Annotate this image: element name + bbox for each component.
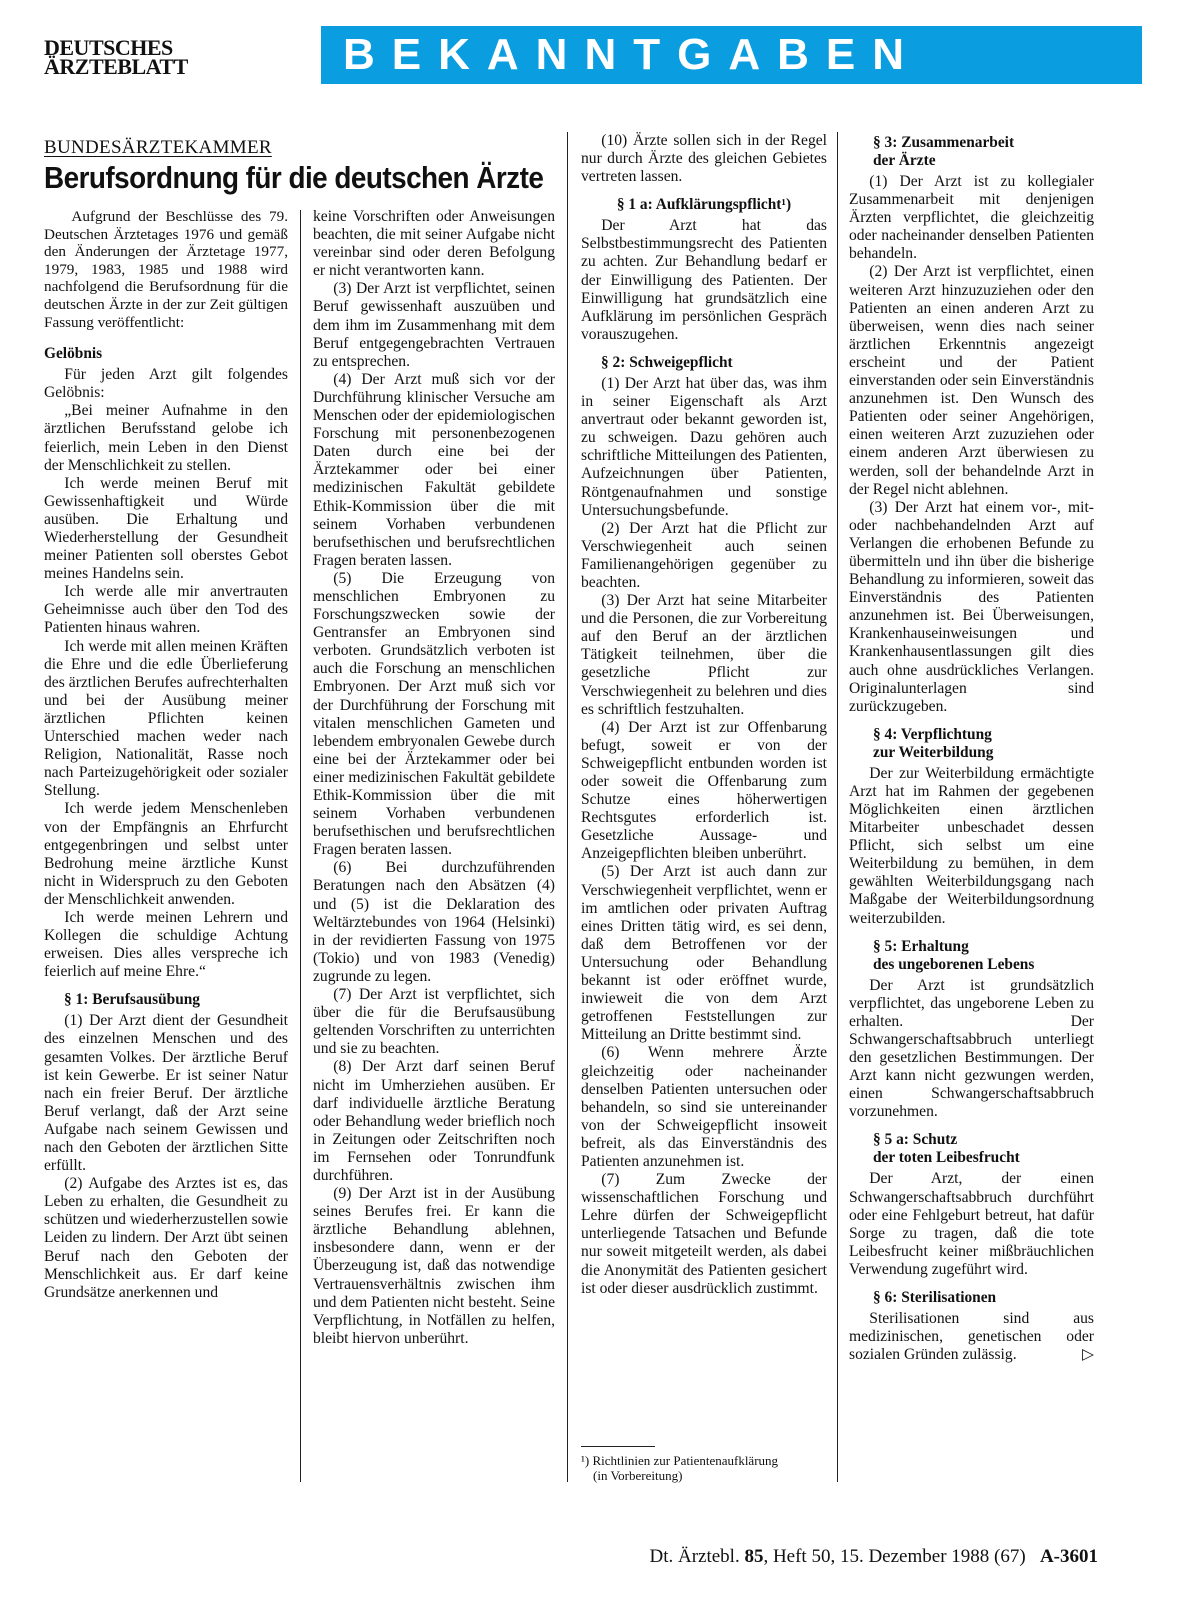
heading-line: § 4: Verpflichtung	[873, 725, 992, 743]
column-rule-1	[300, 210, 301, 1482]
paragraph: Ich werde jedem Menschenleben von der Empfängnis an Ehrfurcht entgegenbringen und selbst unter Bedrohung meine ärztliche Kunst nicht in Widerspruch zu den Geboten der Menschlichkeit anwenden.	[44, 800, 288, 908]
paragraph: (2) Aufgabe des Arztes ist es, das Leben zu erhalten, die Gesundheit zu schützen und wiederherzustellen sowie Leiden zu lindern. Der Arzt übt seinen Beruf nach den Geboten der Menschlichkeit aus. Er darf keine Grundsätze anerkennen und	[44, 1175, 288, 1301]
paragraph: (3) Der Arzt hat einem vor-, mit- oder nachbehandelnden Arzt auf Verlangen die erhobenen Befunde zu übermitteln und ihn über die bisherige Behandlung zu informieren, soweit das Einverständnis des Patienten anzunehmen ist. Bei Überweisungen, Krankenhauseinweisungen und Krankenhausentlassungen gilt dies auch ohne ausdrückliches Verlangen. Originalunterlagen sind zurückzugeben.	[849, 498, 1094, 715]
footnote-line-2: (in Vorbereitung)	[593, 1468, 683, 1483]
journal-logo	[44, 35, 188, 79]
section-heading-s5	[849, 938, 1094, 974]
paragraph: (9) Der Arzt ist in der Ausübung seines Berufes frei. Er kann die ärztliche Behandlung ablehnen, insbesondere dann, wenn er der Überzeugung ist, daß das notwendige Vertrauensverhältnis zwischen ihm und dem Patienten nicht besteht. Seine Verpflichtung, in Notfällen zu helfen, bleibt hiervon unberührt.	[313, 1185, 555, 1347]
section-heading-s1a: § 1 a: Aufklärungspflicht¹)	[616, 196, 792, 214]
footer-issue: , Heft 50, 15. Dezember 1988 (67)	[763, 1546, 1026, 1567]
article-title: Berufsordnung für die deutschen Ärzte	[44, 160, 544, 195]
paragraph: (4) Der Arzt muß sich vor der Durchführung klinischer Versuche am Menschen oder der epidemiologischen Forschung mit personenbezogenen Daten durch eine bei der Ärztekammer oder bei einer medizinischen Fakultät gebildete Ethik-Kommission über die mit seinem Vorhaben verbundenen berufsethischen und berufsrechtlichen Fragen beraten lassen.	[313, 370, 555, 569]
footer-volume: 85	[744, 1546, 764, 1567]
section-banner: BEKANNTGABEN	[321, 26, 1142, 84]
paragraph: (3) Der Arzt hat seine Mitarbeiter und die Personen, die zur Vorbereitung auf den Beruf an der ärztlichen Tätigkeit teilnehmen, über die gesetzliche Pflicht zur Verschwiegenheit zu belehren und dies es schriftlich festzuhalten.	[581, 592, 827, 718]
paragraph: (2) Der Arzt ist verpflichtet, einen weiteren Arzt hinzuzuziehen oder den Patienten an einen anderen Arzt zu überweisen, wenn dies nach seiner ärztlichen Erkenntnis angezeigt erscheint und der Patient einverstanden oder sein Einverständnis anzunehmen ist. Den Wunsch des Patienten oder seiner Angehörigen, einen weiteren Arzt zuzuziehen oder einem anderen Arzt überwiesen zu werden, soll der behandelnde Arzt in der Regel nicht ablehnen.	[849, 263, 1094, 498]
paragraph: (8) Der Arzt darf seinen Beruf nicht im Umherziehen ausüben. Er darf individuelle ärztliche Beratung oder Behandlung weder brieflich noch in Zeitungen oder Zeitschriften noch im Fernsehen oder Tonrundfunk durchführen.	[313, 1058, 555, 1184]
heading-line: zur Weiterbildung	[873, 743, 994, 761]
section-heading-s4	[849, 726, 1094, 762]
page-footer	[649, 1546, 1098, 1568]
footer-journal: Dt. Ärztebl.	[649, 1546, 740, 1567]
footnote-line-1: ¹) Richtlinien zur Patientenaufklärung	[581, 1453, 779, 1468]
paragraph: (6) Bei durchzuführenden Beratungen nach den Absätzen (4) und (5) ist die Deklaration des Weltärztebundes von 1964 (Helsinki) in der revidierten Fassung von 1975 (Tokio) und von 1983 (Venedig) zugrunde zu legen.	[313, 859, 555, 985]
paragraph: Der zur Weiterbildung ermächtigte Arzt hat im Rahmen der gegebenen Möglichkeiten einen ärztlichen Mitarbeiter unbeschadet dessen Pflicht, sich selbst um eine Weiterbildung zu bemühen, in dem gewählten Weiterbildungsgang nach Maßgabe der Weiterbildungsordnung weiterzubilden.	[849, 764, 1094, 927]
heading-line: § 3: Zusammenarbeit	[873, 134, 1015, 151]
column-rule-2	[567, 132, 568, 1482]
heading-line: der toten Leibesfrucht	[873, 1149, 1020, 1167]
logo-line-1: DEUTSCHES	[44, 35, 173, 60]
section-heading-s3	[849, 134, 1094, 170]
section-heading-geloebnis: Gelöbnis	[44, 345, 103, 363]
paragraph: (3) Der Arzt ist verpflichtet, seinen Beruf gewissenhaft auszuüben und dem ihm im Zusammenhang mit dem Beruf entgegengebrachten Vertrauen zu entsprechen.	[313, 280, 555, 370]
paragraph: Ich werde meinen Beruf mit Gewissenhaftigkeit und Würde ausüben. Die Erhaltung und Wiederherstellung der Gesundheit meiner Patienten soll oberstes Gebot meines Handelns sein.	[44, 474, 288, 583]
heading-line: des ungeborenen Lebens	[873, 955, 1035, 973]
article-kicker: BUNDESÄRZTEKAMMER	[44, 137, 272, 158]
paragraph: Der Arzt, der einen Schwangerschaftsabbruch durchführt oder eine Fehlgeburt betreut, hat dafür Sorge zu tragen, daß die tote Leibesfrucht keiner mißbräuchlichen Verwendung zugeführt wird.	[849, 1170, 1094, 1278]
paragraph: „Bei meiner Aufnahme in den ärztlichen Berufsstand gelobe ich feierlich, mein Leben in den Dienst der Menschlichkeit zu stellen.	[44, 402, 288, 474]
continue-arrow-icon: ▷	[1082, 1346, 1094, 1364]
masthead	[44, 26, 1142, 84]
paragraph-text: Sterilisationen sind aus medizinischen, genetischen oder sozialen Gründen zulässig.	[849, 1309, 1094, 1364]
paragraph: (6) Wenn mehrere Ärzte gleichzeitig oder nacheinander denselben Patienten untersuchen oder behandeln, so sind sie untereinander von der Schweigepflicht insoweit befreit, als das Einverständnis des Patienten anzunehmen ist.	[581, 1044, 827, 1170]
paragraph: (7) Zum Zwecke der wissenschaftlichen Forschung und Lehre dürfen der Schweigepflicht unterliegende Tatsachen und Befunde nur soweit mitgeteilt werden, als dabei die Anonymität des Patienten gesichert ist oder dieser ausdrücklich zustimmt.	[581, 1171, 827, 1297]
column-3	[581, 132, 827, 1298]
paragraph: (7) Der Arzt ist verpflichtet, sich über die für die Berufsausübung geltenden Vorschriften zu unterrichten und sie zu beachten.	[313, 986, 555, 1058]
paragraph: Für jeden Arzt gilt folgendes Gelöbnis:	[44, 366, 288, 402]
intro-paragraph: Aufgrund der Beschlüsse des 79. Deutschen Ärztetages 1976 und gemäß den Änderungen der Ärztetage 1977, 1979, 1983, 1985 und 1988 wird nachfolgend die Berufsordnung für die deutschen Ärzte in der zur Zeit gültigen Fassung veröffentlicht:	[44, 208, 288, 331]
footnote-rule	[581, 1446, 655, 1447]
section-heading-s6: § 6: Sterilisationen	[873, 1288, 997, 1306]
paragraph: (10) Ärzte sollen sich in der Regel nur durch Ärzte des gleichen Gebietes vertreten lassen.	[581, 132, 827, 186]
heading-line: § 5: Erhaltung	[873, 937, 969, 955]
paragraph: Ich werde alle mir anvertrauten Geheimnisse auch über den Tod des Patienten hinaus wahren.	[44, 583, 288, 637]
footnote	[581, 1446, 827, 1483]
paragraph: (5) Die Erzeugung von menschlichen Embryonen zu Forschungszwecken sowie der Gentransfer an Embryonen sind verboten. Grundsätzlich verboten ist auch die Forschung an menschlichen Embryonen. Der Arzt muß sich vor der Durchführung der Forschung mit vitalen menschlichen Gameten und lebendem embryonalen Gewebe durch eine bei der Ärztekammer oder bei einer medizinischen Fakultät gebildete Ethik-Kommission über die mit seinem Vorhaben verbundenen berufsethischen und berufsrechtlichen Fragen beraten lassen.	[313, 569, 555, 859]
section-heading-s2: § 2: Schweigepflicht	[601, 353, 733, 371]
paragraph: Ich werde mit allen meinen Kräften die Ehre und die edle Überlieferung des ärztlichen Berufes aufrechterhalten und bei der Ausübung meiner ärztlichen Pflichten keinen Unterschied machen weder nach Religion, Nationalität, Rasse noch nach Parteizugehörigkeit oder sozialer Stellung.	[44, 637, 288, 800]
paragraph: Der Arzt hat das Selbstbestimmungsrecht des Patienten zu achten. Zur Behandlung bedarf er der Einwilligung des Patienten. Der Einwilligung hat grundsätzlich eine Aufklärung im persönlichen Gespräch vorauszugehen.	[581, 217, 827, 343]
column-1	[44, 208, 288, 1302]
paragraph: keine Vorschriften oder Anweisungen beachten, die mit seiner Aufgabe nicht vereinbar sind oder deren Befolgung er nicht verantworten kann.	[313, 208, 555, 280]
logo-line-2: ÄRZTEBLATT	[44, 54, 188, 79]
paragraph: (4) Der Arzt ist zur Offenbarung befugt, soweit er von der Schweigepflicht entbunden worden ist oder soweit die Offenbarung zum Schutze eines höherwertigen Rechtsgutes erforderlich ist. Gesetzliche Aussage- und Anzeigepflichten bleiben unberührt.	[581, 718, 827, 863]
paragraph: (5) Der Arzt ist auch dann zur Verschwiegenheit verpflichtet, wenn er im amtlichen oder privaten Auftrag eines Dritten tätig wird, es sei denn, daß dem Betroffenen vor der Untersuchung oder Behandlung bekannt ist oder eröffnet wurde, inwieweit die von dem Arzt getroffenen Feststellungen zur Mitteilung an Dritte bestimmt sind.	[581, 863, 827, 1044]
paragraph: (1) Der Arzt dient der Gesundheit des einzelnen Menschen und des gesamten Volkes. Der ärztliche Beruf ist kein Gewerbe. Er ist seiner Natur nach ein freier Beruf. Der ärztliche Beruf verlangt, daß der Arzt seine Aufgabe nach seinem Gewissen und nach den Geboten der ärztlichen Sitte erfüllt.	[44, 1012, 288, 1175]
section-heading-s1: § 1: Berufsausübung	[64, 991, 201, 1009]
heading-line: der Ärzte	[873, 152, 936, 169]
column-4	[849, 132, 1094, 1364]
heading-line: § 5 a: Schutz	[873, 1131, 958, 1149]
column-rule-3	[837, 132, 838, 1482]
paragraph	[849, 1310, 1094, 1364]
section-heading-s5a	[849, 1131, 1094, 1167]
paragraph: (1) Der Arzt ist zu kollegialer Zusammenarbeit mit denjenigen Ärzten verpflichtet, die gleichzeitig oder nacheinander denselben Patienten behandeln.	[849, 173, 1094, 263]
paragraph: Der Arzt ist grundsätzlich verpflichtet, das ungeborene Leben zu erhalten. Der Schwangerschaftsabbruch unterliegt den gesetzlichen Bestimmungen. Der Arzt kann nicht gezwungen werden, einen Schwangerschaftsabbruch vorzunehmen.	[849, 976, 1094, 1121]
footer-page-number: A-3601	[1039, 1546, 1098, 1567]
paragraph: (1) Der Arzt hat über das, was ihm in seiner Eigenschaft als Arzt anvertraut oder bekannt geworden ist, zu schweigen. Dazu gehören auch schriftliche Mitteilungen des Patienten, Aufzeichnungen über Patienten, Röntgenaufnahmen und sonstige Untersuchungsbefunde.	[581, 374, 827, 519]
column-2	[313, 208, 555, 1348]
paragraph: (2) Der Arzt hat die Pflicht zur Verschwiegenheit auch seinen Familienangehörigen gegenüber zu beachten.	[581, 519, 827, 591]
paragraph: Ich werde meinen Lehrern und Kollegen die schuldige Achtung erweisen. Dies alles verspreche ich feierlich auf meine Ehre.“	[44, 908, 288, 981]
